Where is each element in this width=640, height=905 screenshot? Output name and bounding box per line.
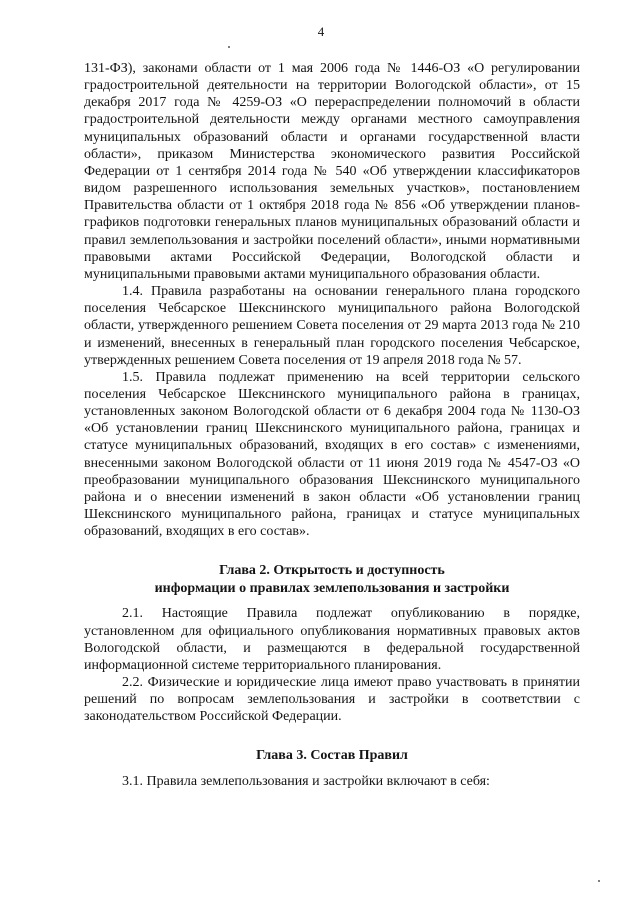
paragraph-1-5: 1.5. Правила подлежат применению на всей территории сельского поселения Чебсарское Шекснинского муниципального района в границах, установленных законом Вологодской области от 6 декабря 2004 года № 1130-ОЗ «Об установлении границ Шекснинского муниципального района, границах и статусе муниципальных образований, входящих в его состав» с изменениями, внесенными законом Вологодской области от 11 июня 2019 года № 4547-ОЗ «О преобразовании муниципального образования Шекснинского муниципального района и о внесении изменений в закон области «Об установлении границ Шекснинского муниципального района, границах и статусе муниципальных образований, входящих в его состав». (84, 369, 580, 540)
paragraph-intro-continuation: 131-ФЗ), законами области от 1 мая 2006 года № 1446-ОЗ «О регулировании градостроительной деятельности на территории Вологодской области», от 15 декабря 2017 года № 4259-ОЗ «О перераспределении полномочий в области градостроительной деятельности между органами местного самоуправления муниципальных образований области и органами государственной власти области», приказом Министерства экономического развития Российской Федерации от 1 сентября 2014 года № 540 «Об утверждении классификаторов видом разрешенного использования земельных участков», постановлением Правительства области от 1 октября 2018 года № 856 «Об утверждении планов-графиков подготовки генеральных планов муниципальных образований области и правил землепользования и застройки поселений области», иными нормативными правовыми актами Российской Федерации, Вологодской области и муниципальными правовыми актами муниципального образования области. (84, 61, 580, 282)
paragraph-2-2: 2.2. Физические и юридические лица имеют право участвовать в принятии решений по вопросам землепользования и застройки в соответствии с законодательством Российской Федерации. (84, 675, 580, 725)
scan-speck (228, 46, 230, 48)
page-number: 4 (317, 24, 325, 39)
chapter-2-heading-line-1: Глава 2. Открытость и доступность (219, 563, 445, 579)
chapter-3-heading: Глава 3. Состав Правил (256, 748, 408, 764)
chapter-2-heading-line-2: информации о правилах землепользования и застройки (154, 580, 510, 596)
paragraph-2-1: 2.1. Настоящие Правила подлежат опубликованию в порядке, установленном для официального опубликования нормативных правовых актов Вологодской области, и размещаются в федеральной государственной информационной системе территориального планирования. (84, 606, 580, 673)
chapter-2-heading (84, 562, 580, 597)
paragraph-1-4: 1.4. Правила разработаны на основании генерального плана городского поселения Чебсарское Шекснинского муниципального района Вологодской области, утвержденного решением Совета поселения от 29 марта 2013 года № 210 и изменений, внесенных в генеральный план городского поселения Чебсарское, утвержденных решением Совета поселения от 19 апреля 2018 года № 57. (84, 284, 580, 368)
paragraph-3-1: 3.1. Правила землепользования и застройки включают в себя: (122, 773, 490, 789)
scan-speck (598, 880, 600, 882)
